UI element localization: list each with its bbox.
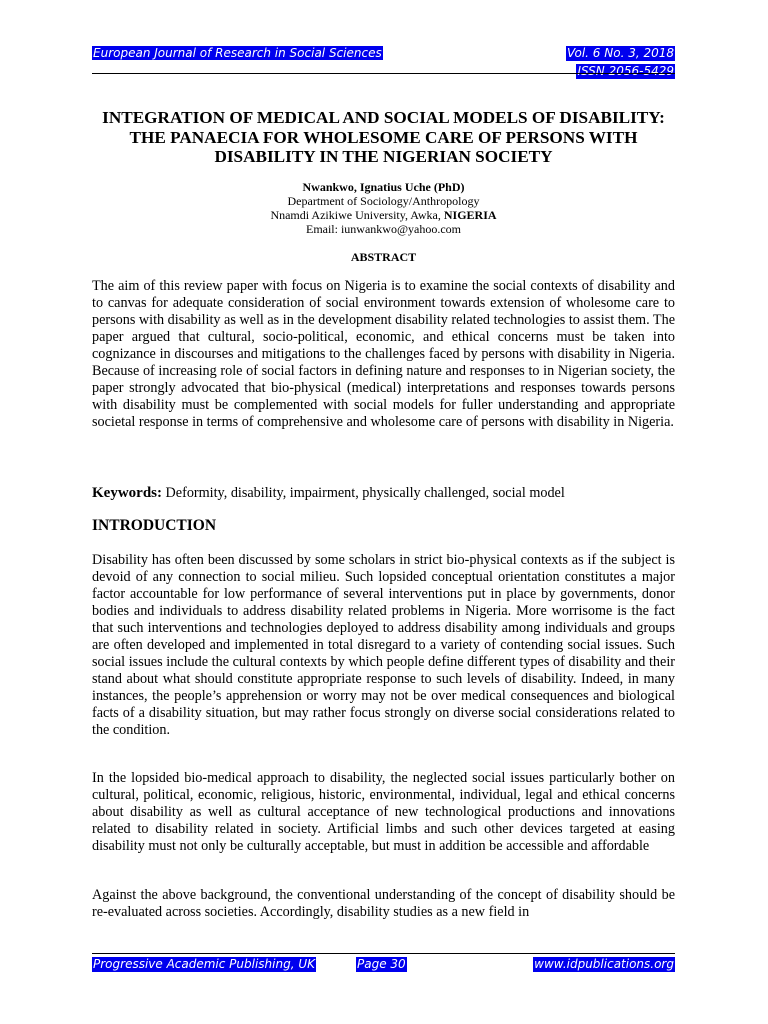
intro-paragraph-1: Disability has often been discussed by some scholars in strict bio-physical contexts as if the subject is devoid of any connection to social milieu. Such lopsided conceptual orientation constitutes a major factor accountable for low performance of several interventions put in place by governments, donor bodies and individuals to address disability related problems in Nigeria. More worrisome is the fact that such interventions and technologies deployed to address disability among individuals and groups are often developed and implemented in total disregard to a variety of contending social issues. Such social issues include the cultural contexts by which people define different types of disability and their stand about what should constitute appropriate response to such levels of disability. Indeed, in many instances, the people’s apprehension or worry may not be over medical consequences and biological facts of a disability situation, but may rather focus strongly on diverse social considerations related to the condition. xyxy=(92,552,675,738)
keywords-text: Deformity, disability, impairment, physically challenged, social model xyxy=(165,485,565,501)
footer-website[interactable]: www.idpublications.org xyxy=(534,957,674,971)
intro-paragraph-2: In the lopsided bio-medical approach to disability, the neglected social issues particularly bother on cultural, political, economic, religious, historic, environmental, individual, legal and ethical concerns about disability as well as cultural acceptance of new technological productions and innovations related to disability related in society. Artificial limbs and such other devices targeted at easing disability must not only be culturally acceptable, but must in addition be accessible and affordable xyxy=(92,770,675,854)
volume-info: Vol. 6 No. 3, 2018 xyxy=(566,46,674,60)
intro-paragraph-3: Against the above background, the conventional understanding of the concept of disability should be re-evaluated across societies. Accordingly, disability studies as a new field in xyxy=(92,887,675,920)
abstract-heading: ABSTRACT xyxy=(350,250,417,264)
keywords-label: Keywords: xyxy=(92,485,162,501)
abstract-text: The aim of this review paper with focus on Nigeria is to examine the social contexts of disability and to canvas for adequate consideration of social environment towards extension of wholesome care to persons with disability as well as in the development disability related technologies to assist them. The paper argued that cultural, socio-political, economic, and ethical concerns must be taken into cognizance in discourses and mitigations to the challenges faced by persons with disability in Nigeria. Because of increasing role of social factors in defining nature and responses to in Nigerian society, the paper strongly advocated that bio-physical (medical) interpretations and responses towards persons with disability must be complemented with social models for fuller understanding and appropriate societal response in terms of comprehensive and wholesome care of persons with disability in Nigeria. xyxy=(92,278,675,430)
issn-info: ISSN 2056-5429 xyxy=(577,64,674,78)
footer-page-number: Page 30 xyxy=(357,957,406,971)
author-name: Nwankwo, Ignatius Uche (PhD) xyxy=(302,180,465,194)
author-email: Email: iunwankwo@yahoo.com xyxy=(305,222,462,236)
page-footer xyxy=(92,957,675,972)
author-university: Nnamdi Azikiwe University, Awka, xyxy=(270,208,441,222)
author-country: NIGERIA xyxy=(443,208,497,222)
issue-info xyxy=(566,44,675,80)
author-block xyxy=(92,180,675,236)
journal-header xyxy=(92,44,383,62)
author-affiliation xyxy=(92,208,675,222)
author-department: Department of Sociology/Anthropology xyxy=(287,194,480,208)
footer-divider xyxy=(92,953,675,954)
footer-publisher: Progressive Academic Publishing, UK xyxy=(93,957,315,971)
introduction-heading: INTRODUCTION xyxy=(92,517,217,534)
article-title: INTEGRATION OF MEDICAL AND SOCIAL MODELS OF DISABILITY: THE PANAECIA FOR WHOLESOME CARE OF PERSONS WITH DISABILITY IN THE NIGERIAN SOCIETY xyxy=(102,108,665,166)
header-divider xyxy=(92,73,675,74)
keywords-line xyxy=(92,485,675,502)
journal-name: European Journal of Research in Social Sciences xyxy=(93,46,382,60)
